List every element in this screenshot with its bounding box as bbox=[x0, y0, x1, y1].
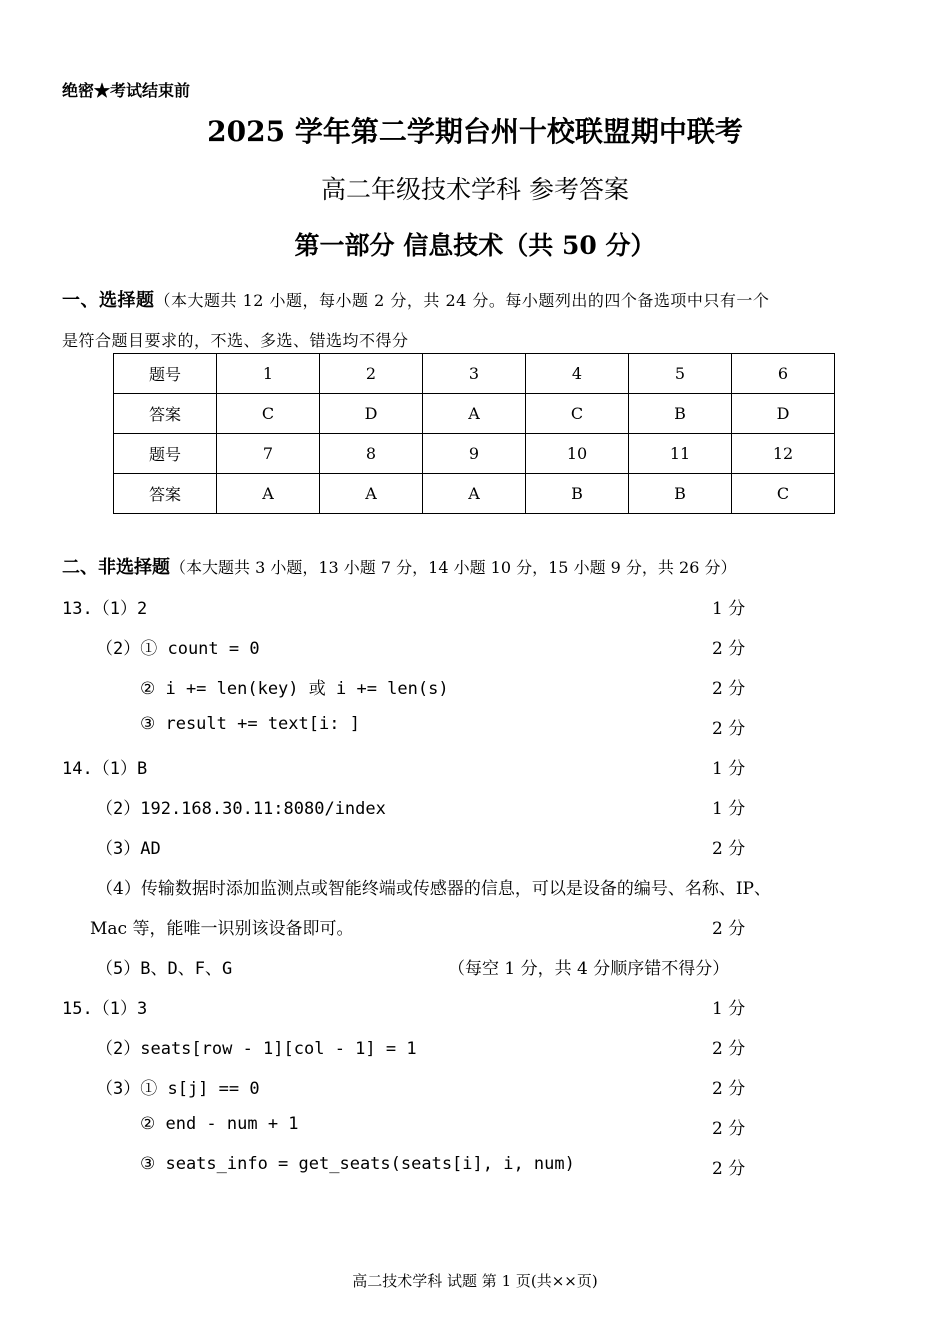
answer-score: 1 分 bbox=[712, 999, 746, 1019]
answer-score-note: （每空 1 分，共 4 分顺序错不得分） bbox=[448, 959, 730, 979]
table-cell: C bbox=[732, 474, 835, 514]
section1-heading-line bbox=[62, 286, 769, 312]
answer-line: 14.（1）B bbox=[62, 759, 148, 779]
answer-line: ② end - num + 1 bbox=[140, 1114, 299, 1134]
row-header-cell: 题号 bbox=[114, 434, 217, 474]
section1-note: （本大题共 12 小题，每小题 2 分，共 24 分。每小题列出的四个备选项中只有一个 bbox=[154, 291, 770, 310]
table-cell: 6 bbox=[732, 354, 835, 394]
table-cell: 12 bbox=[732, 434, 835, 474]
confidential-label: 绝密★考试结束前 bbox=[62, 81, 191, 100]
exam-subtitle: 高二年级技术学科 参考答案 bbox=[321, 175, 629, 204]
table-cell: 10 bbox=[526, 434, 629, 474]
answer-line: （5）B、D、F、G bbox=[96, 959, 233, 979]
section1-heading: 一、选择题 bbox=[62, 290, 155, 311]
answer-line: （2）192.168.30.11:8080/index bbox=[96, 799, 386, 819]
table-cell: 7 bbox=[217, 434, 320, 474]
table-cell: 9 bbox=[423, 434, 526, 474]
answer-score: 1 分 bbox=[712, 799, 746, 819]
table-cell: A bbox=[320, 474, 423, 514]
exam-title: 2025 学年第二学期台州十校联盟期中联考 bbox=[207, 115, 743, 148]
answer-score: 2 分 bbox=[712, 919, 746, 939]
table-cell: C bbox=[526, 394, 629, 434]
table-row bbox=[114, 394, 835, 434]
row-header-cell: 答案 bbox=[114, 394, 217, 434]
answer-score: 2 分 bbox=[712, 839, 746, 859]
answer-line: （4）传输数据时添加监测点或智能终端或传感器的信息，可以是设备的编号、名称、IP、 bbox=[96, 879, 771, 899]
table-cell: A bbox=[423, 394, 526, 434]
table-cell: 8 bbox=[320, 434, 423, 474]
table-row bbox=[114, 474, 835, 514]
table-cell: 4 bbox=[526, 354, 629, 394]
section1-note-line2: 是符合题目要求的，不选、多选、错选均不得分 bbox=[62, 331, 409, 350]
answer-line: Mac 等，能唯一识别该设备即可。 bbox=[90, 919, 354, 939]
page-footer: 高二技术学科 试题 第 1 页(共××页) bbox=[352, 1272, 598, 1290]
table-cell: B bbox=[629, 474, 732, 514]
table-cell: 11 bbox=[629, 434, 732, 474]
part-title: 第一部分 信息技术（共 50 分） bbox=[294, 231, 656, 260]
table-row bbox=[114, 434, 835, 474]
answer-line: ③ seats_info = get_seats(seats[i], i, num) bbox=[140, 1154, 575, 1174]
answer-line: （2）seats[row - 1][col - 1] = 1 bbox=[96, 1039, 417, 1059]
answer-score: 2 分 bbox=[712, 1119, 746, 1139]
answer-score: 2 分 bbox=[712, 1159, 746, 1179]
table-cell: D bbox=[320, 394, 423, 434]
section2-note: （本大题共 3 小题，13 小题 7 分，14 小题 10 分，15 小题 9 分，共 26 分） bbox=[170, 558, 737, 577]
answer-line: （3）① s[j] == 0 bbox=[96, 1079, 260, 1099]
row-header-cell: 答案 bbox=[114, 474, 217, 514]
table-cell: B bbox=[526, 474, 629, 514]
answer-score: 2 分 bbox=[712, 1039, 746, 1059]
table-cell: A bbox=[217, 474, 320, 514]
answer-score: 2 分 bbox=[712, 1079, 746, 1099]
answer-table bbox=[113, 353, 835, 514]
answer-line: （2）① count = 0 bbox=[96, 639, 260, 659]
table-cell: B bbox=[629, 394, 732, 434]
table-cell: 1 bbox=[217, 354, 320, 394]
answer-line: 15.（1）3 bbox=[62, 999, 148, 1019]
row-header-cell: 题号 bbox=[114, 354, 217, 394]
answer-score: 1 分 bbox=[712, 759, 746, 779]
table-cell: 3 bbox=[423, 354, 526, 394]
table-row bbox=[114, 354, 835, 394]
table-cell: 5 bbox=[629, 354, 732, 394]
answer-score: 1 分 bbox=[712, 599, 746, 619]
answer-score: 2 分 bbox=[712, 719, 746, 739]
section2-heading: 二、非选择题 bbox=[62, 557, 170, 578]
section2-heading-line bbox=[62, 553, 736, 579]
table-cell: D bbox=[732, 394, 835, 434]
answer-score: 2 分 bbox=[712, 639, 746, 659]
answer-line: （3）AD bbox=[96, 839, 161, 859]
answer-line: ③ result += text[i: ] bbox=[140, 714, 360, 734]
answer-line: ② i += len(key) 或 i += len(s) bbox=[140, 679, 449, 699]
table-cell: 2 bbox=[320, 354, 423, 394]
table-cell: A bbox=[423, 474, 526, 514]
table-cell: C bbox=[217, 394, 320, 434]
answer-line: 13.（1）2 bbox=[62, 599, 148, 619]
answer-score: 2 分 bbox=[712, 679, 746, 699]
